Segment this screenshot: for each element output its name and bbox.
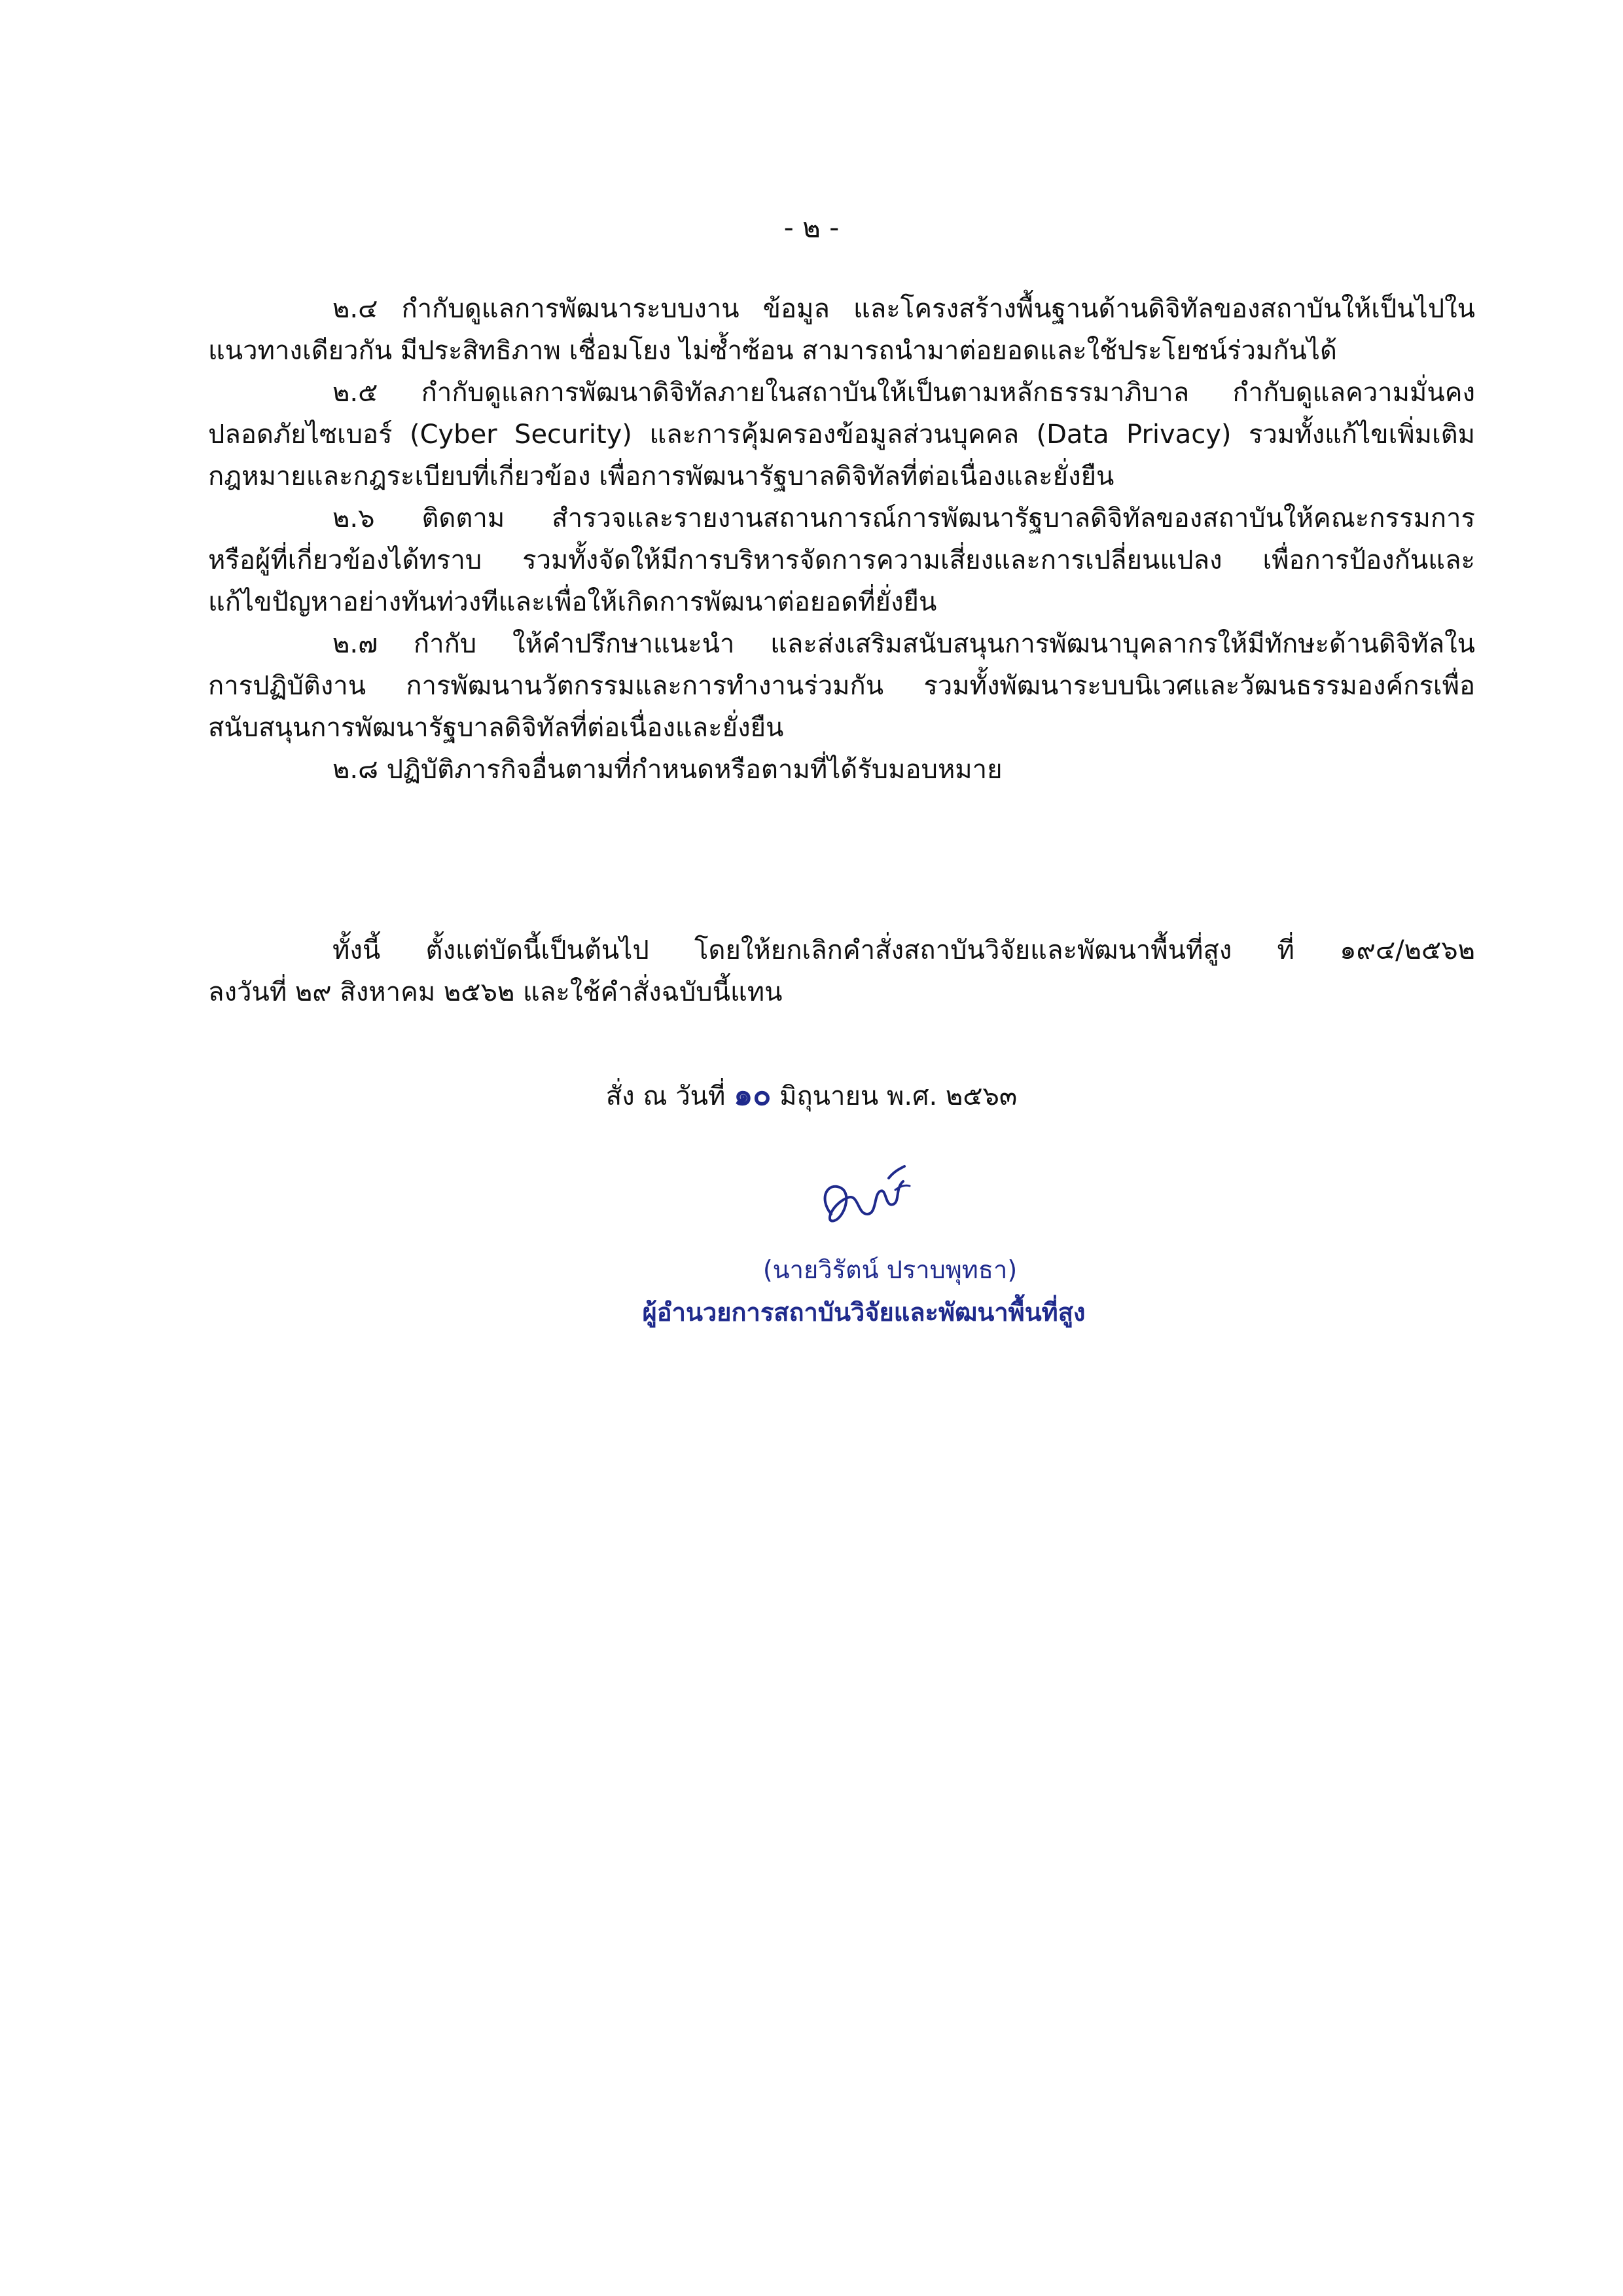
order-date-day: ๑๐ (734, 1077, 772, 1112)
order-date (0, 1073, 1623, 1117)
clause-2-8-line-1: ๒.๘ ปฏิบัติภารกิจอื่นตามที่กำหนดหรือตามที่ได้รับมอบหมาย (332, 755, 1003, 785)
clause-2-6-line-3: แก้ไขปัญหาอย่างทันท่วงทีและเพื่อให้เกิดการพัฒนาต่อยอดที่ยั่งยืน (208, 587, 937, 617)
clause-2-5-line-1: ๒.๕ กำกับดูแลการพัฒนาดิจิทัลภายในสถาบันให้เป็นตามหลักธรรมาภิบาล กำกับดูแลความมั่นคง (332, 378, 1475, 408)
clause-2-7-line-1: ๒.๗ กำกับ ให้คำปรึกษาแนะนำ และส่งเสริมสนับสนุนการพัฒนาบุคลากรให้มีทักษะด้านดิจิทัลใน (332, 629, 1475, 659)
order-body (208, 288, 1475, 791)
signatory-title: ผู้อำนวยการสถาบันวิจัยและพัฒนาพื้นที่สูง (642, 1298, 1086, 1327)
order-date-prefix: สั่ง ณ วันที่ (605, 1081, 726, 1111)
closing-line-2: ลงวันที่ ๒๙ สิงหาคม ๒๕๖๒ และใช้คำสั่งฉบับนี้แทน (208, 977, 783, 1007)
clause-2-7-line-2: การปฏิบัติงาน การพัฒนานวัตกรรมและการทำงานร่วมกัน รวมทั้งพัฒนาระบบนิเวศและวัฒนธรรมองค์กรเพื่อ (208, 671, 1475, 701)
clause-2-6-line-2: หรือผู้ที่เกี่ยวข้องได้ทราบ รวมทั้งจัดให้มีการบริหารจัดการความเสี่ยงและการเปลี่ยนแปลง เพื่อการป้องกันและ (208, 545, 1475, 575)
closing-paragraph (208, 929, 1475, 1013)
clause-2-6-line-1: ๒.๖ ติดตาม สำรวจและรายงานสถานการณ์การพัฒนารัฐบาลดิจิทัลของสถาบันให้คณะกรรมการ (332, 503, 1475, 533)
closing-line-1: ทั้งนี้ ตั้งแต่บัดนี้เป็นต้นไป โดยให้ยกเลิกคำสั่งสถาบันวิจัยและพัฒนาพื้นที่สูง ที่ ๑๙๔/๒๕๖๒ (332, 935, 1475, 965)
clause-2-4-line-1: ๒.๔ กำกับดูแลการพัฒนาระบบงาน ข้อมูล และโครงสร้างพื้นฐานด้านดิจิทัลของสถาบันให้เป็นไปใน (332, 294, 1475, 324)
clause-2-5-line-3: กฎหมายและกฎระเบียบที่เกี่ยวข้อง เพื่อการพัฒนารัฐบาลดิจิทัลที่ต่อเนื่องและยั่งยืน (208, 461, 1115, 492)
clause-2-4-line-2: แนวทางเดียวกัน มีประสิทธิภาพ เชื่อมโยง ไม่ซ้ำซ้อน สามารถนำมาต่อยอดและใช้ประโยชน์ร่วมกันได้ (208, 336, 1337, 366)
page-number: - ๒ - (783, 211, 840, 243)
signatory-name: (นายวิรัตน์ ปราบพุทธา) (762, 1255, 1018, 1284)
clause-2-7-line-3: สนับสนุนการพัฒนารัฐบาลดิจิทัลที่ต่อเนื่องและยั่งยืน (208, 713, 784, 743)
handwritten-signature (812, 1152, 929, 1250)
order-date-suffix: มิถุนายน พ.ศ. ๒๕๖๓ (779, 1081, 1018, 1111)
clause-2-5-line-2: ปลอดภัยไซเบอร์ (Cyber Security) และการคุ้มครองข้อมูลส่วนบุคคล (Data Privacy) รวมทั้งแก้ไขเพิ่มเติม (208, 420, 1475, 450)
